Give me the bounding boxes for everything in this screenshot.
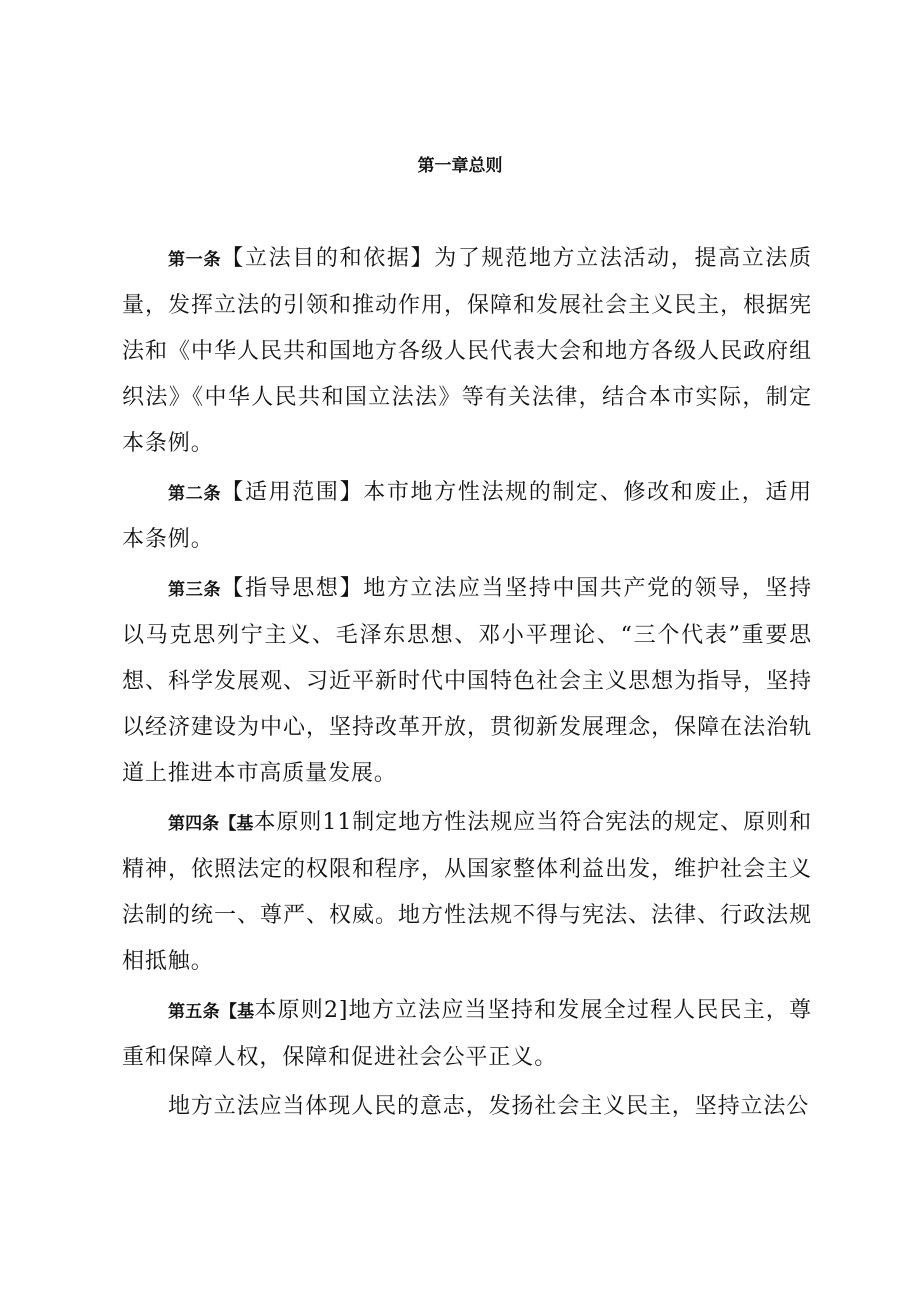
article-heading: 第二条 [168, 484, 222, 504]
article-3 [122, 566, 812, 797]
article-heading: 第五条【基 [168, 1002, 255, 1022]
chapter-title: 第一章总则 [417, 156, 503, 176]
article-text: 本原则11制定地方性法规应当符合宪法的规定、原则和精神，依照法定的权限和程序，从国家整体利益出发，维护社会主义法制的统一、尊严、权威。地方性法规不得与宪法、法律、行政法规相抵触。 [122, 810, 813, 974]
article-text: 本原则2]地方立法应当坚持和发展全过程人民民主，尊重和保障人权，保障和促进社会公平正义。 [122, 998, 812, 1070]
continuation-paragraph [122, 1084, 812, 1130]
article-4 [122, 800, 812, 985]
article-5 [122, 988, 812, 1081]
document-body [122, 236, 812, 1133]
article-1 [122, 236, 812, 467]
article-2 [122, 470, 812, 563]
article-text: 【指导思想】地方立法应当坚持中国共产党的领导，坚持以马克思列宁主义、毛泽东思想、邓小平理论、“三个代表”重要思想、科学发展观、习近平新时代中国特色社会主义思想为指导，坚持以经济建设为中心，坚持改革开放，贯彻新发展理念，保障在法治轨道上推进本市高质量发展。 [122, 576, 812, 786]
article-heading: 第三条 [168, 580, 222, 600]
article-heading: 第四条【基 [168, 814, 254, 834]
article-heading: 第一条 [168, 250, 222, 270]
article-text: 【适用范围】本市地方性法规的制定、修改和废止，适用本条例。 [122, 480, 812, 552]
paragraph-text: 地方立法应当体现人民的意志，发扬社会主义民主，坚持立法公 [168, 1094, 810, 1119]
article-text: 【立法目的和依据】为了规范地方立法活动，提高立法质量，发挥立法的引领和推动作用，保障和发展社会主义民主，根据宪法和《中华人民共和国地方各级人民代表大会和地方各级人民政府组织法》《中华人民共和国立法法》等有关法律，结合本市实际，制定本条例。 [122, 246, 812, 456]
